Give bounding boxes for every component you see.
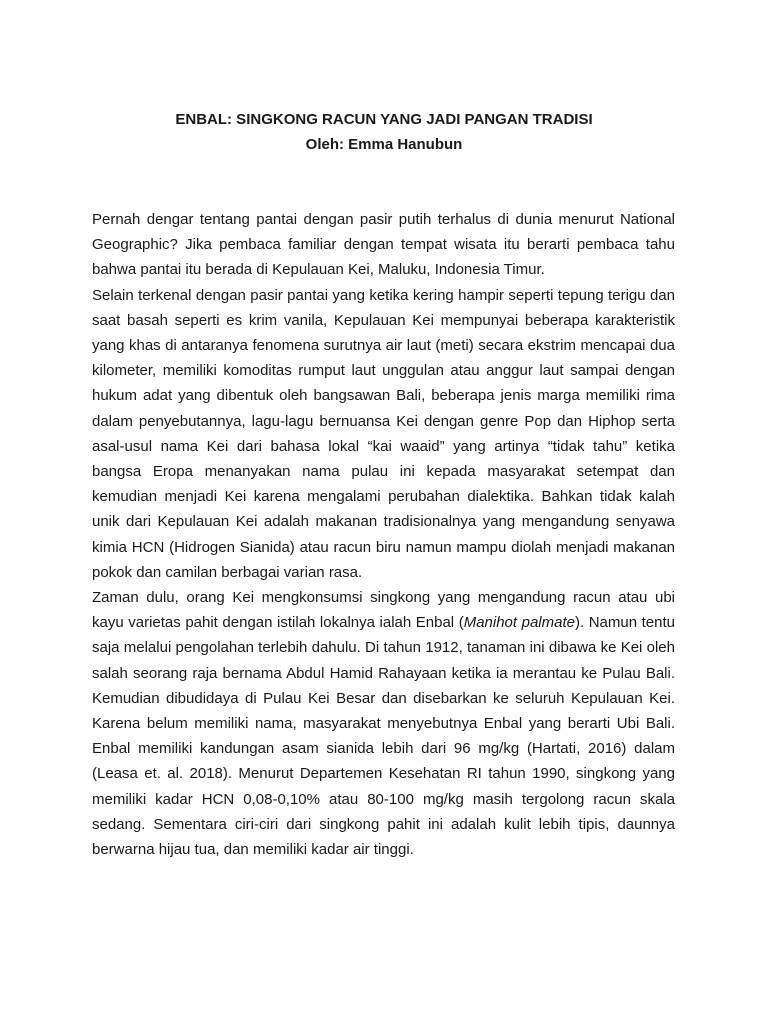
paragraph-1: Pernah dengar tentang pantai dengan pasir putih terhalus di dunia menurut National Geographic? Jika pembaca familiar dengan tempat wisata itu berarti pembaca tahu bahwa pantai itu berada di Kepulauan Kei, Maluku, Indonesia Timur.: [92, 211, 675, 279]
document-body: [92, 207, 675, 862]
paragraph-3-text-start: Zaman dulu, orang Kei mengkonsumsi singkong yang mengandung racun atau ubi kayu varietas pahit dengan istilah lokalnya ialah Enbal (: [92, 589, 675, 632]
paragraph-3-text-end: ). Namun tentu saja melalui pengolahan terlebih dahulu. Di tahun 1912, tanaman ini dibawa ke Kei oleh salah seorang raja bernama Abdul Hamid Rahayaan ketika ia merantau ke Pulau Bali. Kemudian dibudidaya di Pulau Kei Besar dan disebarkan ke seluruh Kepulauan Kei. Karena belum memiliki nama, masyarakat menyebutnya Enbal yang berarti Ubi Bali. Enbal memiliki kandungan asam sianida lebih dari 96 mg/kg (Hartati, 2016) dalam (Leasa et. al. 2018). Menurut Departemen Kesehatan RI tahun 1990, singkong yang memiliki kadar HCN 0,08-0,10% atau 80-100 mg/kg masih tergolong racun skala sedang. Sementara ciri-ciri dari singkong pahit ini adalah kulit lebih tipis, daunnya berwarna hijau tua, dan memiliki kadar air tinggi.: [92, 614, 675, 859]
document-author: Oleh: Emma Hanubun: [305, 136, 463, 153]
document-title: ENBAL: SINGKONG RACUN YANG JADI PANGAN TRADISI: [175, 111, 593, 128]
scientific-name: Manihot palmate: [463, 614, 575, 632]
paragraph-2: Selain terkenal dengan pasir pantai yang ketika kering hampir seperti tepung terigu dan saat basah seperti es krim vanila, Kepulauan Kei mempunyai beberapa karakteristik yang khas di antaranya fenomena surutnya air laut (meti) secara ekstrim mencapai dua kilometer, memiliki komoditas rumput laut unggulan atau anggur laut sampai dengan hukum adat yang dibentuk oleh bangsawan Bali, beberapa jenis marga memiliki rima dalam penyebutannya, lagu-lagu bernuansa Kei dengan genre Pop dan Hiphop serta asal-usul nama Kei dari bahasa lokal “kai waaid” yang artinya “tidak tahu” ketika bangsa Eropa menanyakan nama pulau ini kepada masyarakat setempat dan kemudian menjadi Kei karena mengalami perubahan dialektika. Bahkan tidak kalah unik dari Kepulauan Kei adalah makanan tradisionalnya yang mengandung senyawa kimia HCN (Hidrogen Sianida) atau racun biru namun mampu diolah menjadi makanan pokok dan camilan berbagai varian rasa.: [92, 286, 675, 581]
paragraph-3: [92, 585, 675, 862]
